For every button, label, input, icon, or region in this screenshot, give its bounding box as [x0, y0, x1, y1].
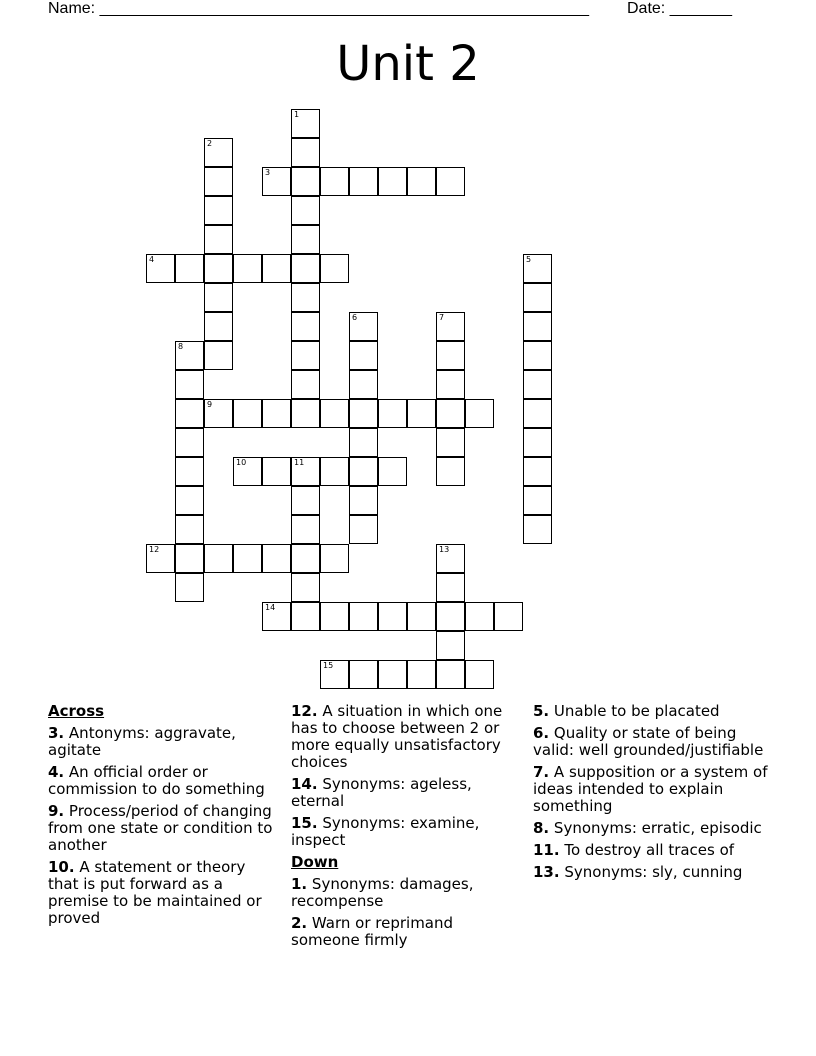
- cell-number: 5: [526, 255, 532, 264]
- cell-number: 6: [352, 313, 358, 322]
- clue-text: To destroy all traces of: [564, 841, 735, 859]
- crossword-cell[interactable]: [291, 486, 320, 515]
- crossword-cell[interactable]: [175, 515, 204, 544]
- crossword-cell[interactable]: [349, 602, 378, 631]
- crossword-cell[interactable]: [204, 138, 233, 167]
- clue-text: Synonyms: erratic, episodic: [553, 819, 762, 837]
- crossword-cell[interactable]: [233, 457, 262, 486]
- crossword-cell[interactable]: [436, 428, 465, 457]
- crossword-cell[interactable]: [407, 167, 436, 196]
- clue-across-9: [48, 803, 280, 854]
- cell-number: 9: [207, 400, 213, 409]
- crossword-cell[interactable]: [494, 602, 523, 631]
- crossword-cell[interactable]: [204, 312, 233, 341]
- crossword-cell[interactable]: [349, 457, 378, 486]
- cell-number: 15: [323, 661, 334, 670]
- crossword-cell[interactable]: [291, 370, 320, 399]
- clue-number: 15.: [291, 814, 318, 832]
- crossword-cell[interactable]: [204, 283, 233, 312]
- clue-text: Synonyms: ageless, eternal: [291, 775, 472, 810]
- crossword-cell[interactable]: [291, 573, 320, 602]
- down-heading: Down: [291, 853, 339, 871]
- crossword-cell[interactable]: [349, 515, 378, 544]
- date-field[interactable]: Date: _______: [627, 0, 732, 17]
- crossword-cell[interactable]: [378, 457, 407, 486]
- cell-number: 10: [236, 458, 247, 467]
- crossword-cell[interactable]: [407, 399, 436, 428]
- clues-column-1: [48, 703, 280, 932]
- crossword-cell[interactable]: [349, 399, 378, 428]
- crossword-cell[interactable]: [175, 486, 204, 515]
- crossword-cell[interactable]: [436, 602, 465, 631]
- crossword-cell[interactable]: [320, 399, 349, 428]
- clue-across-12: [291, 703, 523, 771]
- crossword-cell[interactable]: [291, 312, 320, 341]
- clue-across-14: [291, 776, 523, 810]
- crossword-cell[interactable]: [349, 428, 378, 457]
- crossword-cell[interactable]: [436, 341, 465, 370]
- crossword-cell[interactable]: [436, 312, 465, 341]
- crossword-cell[interactable]: [320, 660, 349, 689]
- clue-number: 12.: [291, 702, 318, 720]
- clue-text: Process/period of changing from one state or condition to another: [48, 802, 273, 854]
- crossword-cell[interactable]: [291, 225, 320, 254]
- clue-text: An official order or commission to do something: [48, 763, 265, 798]
- crossword-cell[interactable]: [262, 254, 291, 283]
- clue-down-13: [533, 864, 773, 881]
- clue-number: 13.: [533, 863, 560, 881]
- clue-down-7: [533, 764, 773, 815]
- crossword-cell[interactable]: [436, 399, 465, 428]
- cell-number: 14: [265, 603, 276, 612]
- clue-text: Quality or state of being valid: well grounded/justifiable: [533, 724, 764, 759]
- crossword-cell[interactable]: [523, 457, 552, 486]
- cell-number: 2: [207, 139, 213, 148]
- crossword-cell[interactable]: [262, 544, 291, 573]
- crossword-cell[interactable]: [175, 428, 204, 457]
- cell-number: 1: [294, 110, 300, 119]
- cell-number: 7: [439, 313, 445, 322]
- crossword-cell[interactable]: [291, 457, 320, 486]
- crossword-cell[interactable]: [320, 544, 349, 573]
- crossword-cell[interactable]: [291, 399, 320, 428]
- crossword-cell[interactable]: [523, 254, 552, 283]
- crossword-cell[interactable]: [204, 196, 233, 225]
- clue-number: 4.: [48, 763, 65, 781]
- crossword-cell[interactable]: [175, 370, 204, 399]
- crossword-cell[interactable]: [291, 138, 320, 167]
- crossword-cell[interactable]: [233, 254, 262, 283]
- clue-number: 1.: [291, 875, 308, 893]
- clue-number: 9.: [48, 802, 65, 820]
- cell-number: 8: [178, 342, 184, 351]
- clue-text: A situation in which one has to choose between 2 or more equally unsatisfactory choices: [291, 702, 503, 771]
- crossword-cell[interactable]: [436, 457, 465, 486]
- crossword-cell[interactable]: [175, 573, 204, 602]
- crossword-cell[interactable]: [523, 428, 552, 457]
- crossword-cell[interactable]: [175, 254, 204, 283]
- crossword-cell[interactable]: [320, 167, 349, 196]
- crossword-cell[interactable]: [436, 167, 465, 196]
- clue-across-3: [48, 725, 280, 759]
- clues-column-3: [533, 703, 773, 886]
- crossword-cell[interactable]: [523, 486, 552, 515]
- crossword-cell[interactable]: [436, 631, 465, 660]
- crossword-cell[interactable]: [146, 544, 175, 573]
- crossword-cell[interactable]: [349, 370, 378, 399]
- crossword-cell[interactable]: [291, 602, 320, 631]
- crossword-cell[interactable]: [204, 225, 233, 254]
- crossword-cell[interactable]: [407, 660, 436, 689]
- crossword-cell[interactable]: [523, 312, 552, 341]
- clue-across-4: [48, 764, 280, 798]
- cell-number: 4: [149, 255, 155, 264]
- clue-across-10: [48, 859, 280, 927]
- crossword-cell[interactable]: [436, 573, 465, 602]
- clue-down-2: [291, 915, 523, 949]
- clue-text: Antonyms: aggravate, agitate: [48, 724, 236, 759]
- crossword-cell[interactable]: [262, 167, 291, 196]
- crossword-cell[interactable]: [378, 660, 407, 689]
- crossword-cell[interactable]: [378, 399, 407, 428]
- crossword-cell[interactable]: [204, 254, 233, 283]
- clue-text: Synonyms: damages, recompense: [291, 875, 474, 910]
- clue-text: A supposition or a system of ideas intended to explain something: [533, 763, 768, 815]
- crossword-cell[interactable]: [523, 370, 552, 399]
- crossword-cell[interactable]: [436, 660, 465, 689]
- clue-down-11: [533, 842, 773, 859]
- clue-down-1: [291, 876, 523, 910]
- crossword-cell[interactable]: [407, 602, 436, 631]
- crossword-cell[interactable]: [262, 457, 291, 486]
- crossword-cell[interactable]: [204, 399, 233, 428]
- clues-column-2: [291, 703, 523, 954]
- clue-down-6: [533, 725, 773, 759]
- crossword-cell[interactable]: [175, 341, 204, 370]
- clue-number: 5.: [533, 702, 550, 720]
- clue-number: 8.: [533, 819, 550, 837]
- crossword-cell[interactable]: [262, 399, 291, 428]
- crossword-cell[interactable]: [233, 544, 262, 573]
- clue-number: 11.: [533, 841, 560, 859]
- crossword-cell[interactable]: [233, 399, 262, 428]
- crossword-cell[interactable]: [320, 254, 349, 283]
- clue-down-5: [533, 703, 773, 720]
- crossword-cell[interactable]: [320, 457, 349, 486]
- crossword-cell[interactable]: [175, 457, 204, 486]
- crossword-cell[interactable]: [349, 660, 378, 689]
- crossword-cell[interactable]: [378, 167, 407, 196]
- crossword-cell[interactable]: [262, 602, 291, 631]
- crossword-cell[interactable]: [291, 109, 320, 138]
- crossword-cell[interactable]: [378, 602, 407, 631]
- crossword-cell[interactable]: [436, 544, 465, 573]
- crossword-cell[interactable]: [349, 341, 378, 370]
- crossword-cell[interactable]: [523, 515, 552, 544]
- crossword-cell[interactable]: [465, 602, 494, 631]
- cell-number: 11: [294, 458, 305, 467]
- clue-number: 10.: [48, 858, 75, 876]
- crossword-cell[interactable]: [175, 399, 204, 428]
- crossword-cell[interactable]: [291, 196, 320, 225]
- cell-number: 13: [439, 545, 450, 554]
- clue-across-15: [291, 815, 523, 849]
- crossword-cell[interactable]: [204, 167, 233, 196]
- crossword-cell[interactable]: [146, 254, 175, 283]
- cell-number: 3: [265, 168, 271, 177]
- page-title: Unit 2: [336, 36, 480, 92]
- clue-text: Warn or reprimand someone firmly: [291, 914, 454, 949]
- crossword-cell[interactable]: [291, 167, 320, 196]
- clue-number: 14.: [291, 775, 318, 793]
- crossword-cell[interactable]: [349, 312, 378, 341]
- clue-number: 6.: [533, 724, 550, 742]
- clue-number: 7.: [533, 763, 550, 781]
- crossword-cell[interactable]: [291, 283, 320, 312]
- crossword-cell[interactable]: [291, 544, 320, 573]
- clue-text: Synonyms: examine, inspect: [291, 814, 480, 849]
- crossword-cell[interactable]: [523, 341, 552, 370]
- crossword-cell[interactable]: [204, 341, 233, 370]
- crossword-cell[interactable]: [349, 486, 378, 515]
- name-field[interactable]: Name: _______________________________________________________: [48, 0, 589, 17]
- crossword-cell[interactable]: [465, 399, 494, 428]
- cell-number: 12: [149, 545, 160, 554]
- crossword-cell[interactable]: [523, 283, 552, 312]
- clue-number: 3.: [48, 724, 65, 742]
- clue-number: 2.: [291, 914, 308, 932]
- across-heading: Across: [48, 702, 105, 720]
- crossword-cell[interactable]: [291, 254, 320, 283]
- clue-text: A statement or theory that is put forward as a premise to be maintained or proved: [48, 858, 262, 927]
- clue-text: Unable to be placated: [553, 702, 720, 720]
- clue-text: Synonyms: sly, cunning: [564, 863, 743, 881]
- crossword-cell[interactable]: [291, 341, 320, 370]
- crossword-cell[interactable]: [465, 660, 494, 689]
- crossword-cell[interactable]: [349, 167, 378, 196]
- crossword-cell[interactable]: [175, 544, 204, 573]
- clue-down-8: [533, 820, 773, 837]
- crossword-cell[interactable]: [291, 515, 320, 544]
- crossword-cell[interactable]: [523, 399, 552, 428]
- crossword-cell[interactable]: [204, 544, 233, 573]
- crossword-cell[interactable]: [436, 370, 465, 399]
- crossword-cell[interactable]: [320, 602, 349, 631]
